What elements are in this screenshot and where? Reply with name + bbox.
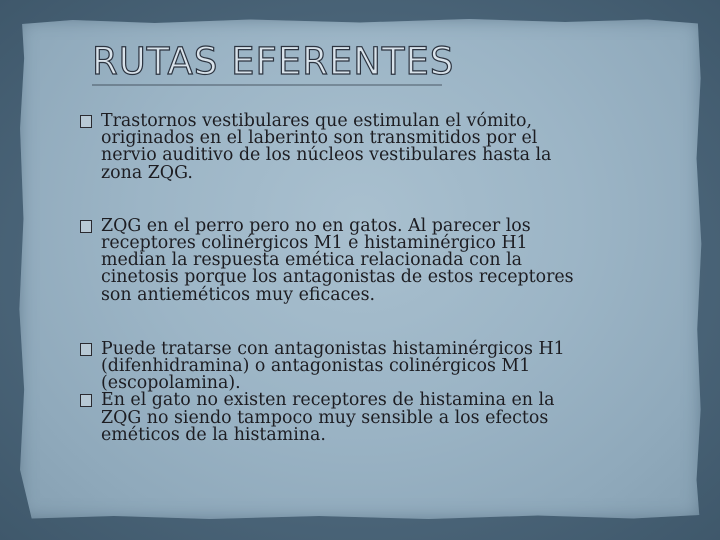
- title-underline-shadow: [92, 84, 442, 86]
- bullet-text: En el gato no existen receptores de histamina en la ZQG no siendo tampoco muy sensible a los efectos eméticos de la histamina.: [101, 390, 555, 445]
- square-bullet-icon: [80, 394, 92, 407]
- bullet-item: [80, 392, 670, 444]
- square-bullet-icon: [80, 115, 92, 128]
- square-bullet-icon: [80, 220, 92, 233]
- bullet-text: ZQG en el perro pero no en gatos. Al parecer los receptores colinérgicos M1 e histaminérgico H1 median la respuesta emética relacionada con la cinetosis porque los antagonistas de estos receptores son antieméticos muy eficaces.: [101, 215, 574, 305]
- bullet-item: [80, 215, 670, 305]
- bullet-item: [80, 113, 670, 182]
- bullet-text: Puede tratarse con antagonistas histaminérgicos H1 (difenhidramina) o antagonistas colinérgicos M1 (escopolamina).: [101, 338, 565, 394]
- bullet-list: [80, 113, 670, 444]
- bullet-text: Trastornos vestibulares que estimulan el vómito, originados en el laberinto son transmitidos por el nervio auditivo de los núcleos vestibulares hasta la zona ZQG.: [101, 111, 552, 183]
- bullet-item: [80, 338, 670, 394]
- slide-title: RUTAS EFERENTES: [92, 40, 455, 83]
- square-bullet-icon: [80, 343, 92, 356]
